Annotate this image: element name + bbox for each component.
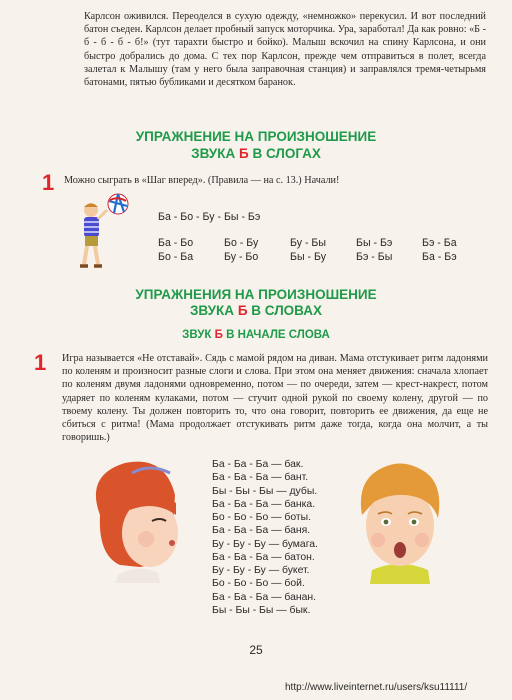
heading-line2: ЗВУКА Б В СЛОВАХ: [189, 303, 323, 318]
word-line: Ба - Ба - Ба — баня.: [212, 525, 311, 537]
syllable-pair: Ба - Бо: [158, 237, 194, 249]
syllable-pair: Ба - Бэ: [422, 251, 457, 263]
source-url: http://www.liveinternet.ru/users/ksu11111/: [285, 682, 468, 693]
word-line: Бо - Бо - Бо — бой.: [212, 578, 305, 590]
word-line: Ба - Ба - Ба — бант.: [212, 472, 309, 484]
heading-line1: УПРАЖНЕНИЯ НА ПРОИЗНОШЕНИЕ: [135, 287, 377, 302]
exercise-number: 1: [42, 170, 55, 195]
exercise-text: Игра называется «Не отставай». Сядь с мамой рядом на диван. Мама отстукивает ритм ладонями по коленям и произносит разные слоги и слова. При этом она меняет движения: сначала хлопает по коленям двумя ладонями одновременно, потом — по очереди, затем — крест-накрест, потом ударяет по коленям кулаками, потом — стучит одной рукой по своему колену, другой — по твоему колену. Ты должен повторить то, что она говорит, повторить ее движения, да еще не сбиться с ритма! (Мама продолжает отстукивать ритм даже тогда, когда она молчит, а ты говоришь.): [62, 353, 488, 444]
girl-face-illustration: [80, 455, 190, 583]
syllable-pair: Бы - Бу: [290, 251, 326, 263]
exercise-number: 1: [34, 350, 47, 375]
syllable-pair: Бу - Бо: [224, 251, 259, 263]
syllable-pair: Бэ - Бы: [356, 251, 393, 263]
word-line: Бу - Бу - Бу — букет.: [212, 565, 310, 576]
subheading-word-start: ЗВУК Б В НАЧАЛЕ СЛОВА: [182, 329, 330, 341]
syllable-pair: Бу - Бы: [290, 237, 326, 249]
word-line: Бы - Бы - Бы — дубы.: [212, 485, 318, 497]
syllable-pairs-grid: [158, 237, 482, 264]
word-line: Ба - Ба - Ба — банка.: [212, 498, 316, 510]
word-line: Ба - Ба - Ба — банан.: [212, 591, 317, 603]
section-heading-words: [0, 287, 512, 319]
syllable-pair: Бо - Ба: [158, 251, 194, 263]
syllable-pair: Бы - Бэ: [356, 237, 393, 249]
heading-line1: УПРАЖНЕНИЕ НА ПРОИЗНОШЕНИЕ: [135, 129, 377, 144]
intro-paragraph: Карлсон оживился. Переоделся в сухую одежду, «немножко» перекусил. И вот последний батон съеден. Карлсон делает пробный запуск моторчика. Ура, заработал! Да как ровно: «Б - б - б - б - б!» (тут тарахти быстро и бойко). Малыш вскочил на спину Карлсона, и они быстро добрались до дома. С тех пор Карлсон, прежде чем отправиться в полет, всегда залетал к Малышу (там у него была заправочная станция) и заправлялся тремя-четырьмя батонами, пятью бубликами и десятком баранок.: [84, 11, 486, 89]
word-line: Бу - Бу - Бу — бумага.: [212, 538, 318, 550]
syllable-pair: Бэ - Ба: [422, 237, 457, 249]
word-list: [212, 458, 318, 617]
syllable-pair: Бо - Бу: [224, 237, 259, 249]
heading-line2: ЗВУКА Б В СЛОГАХ: [191, 146, 321, 161]
word-line: Бо - Бо - Бо — боты.: [212, 512, 312, 523]
word-line: Ба - Ба - Ба — батон.: [212, 551, 315, 563]
boy-face-illustration: [352, 460, 448, 584]
word-line: Ба - Ба - Ба — бак.: [212, 459, 304, 470]
syllable-chain: Ба - Бо - Бу - Бы - Бэ: [158, 211, 261, 223]
exercise-text: Можно сыграть в «Шаг вперед». (Правила — на с. 13.) Начали!: [64, 175, 340, 186]
page-number: 25: [249, 643, 263, 657]
word-line: Бы - Бы - Бы — бык.: [212, 604, 311, 616]
section-heading-syllables: [0, 128, 512, 162]
boy-with-ball-illustration: [74, 192, 130, 274]
